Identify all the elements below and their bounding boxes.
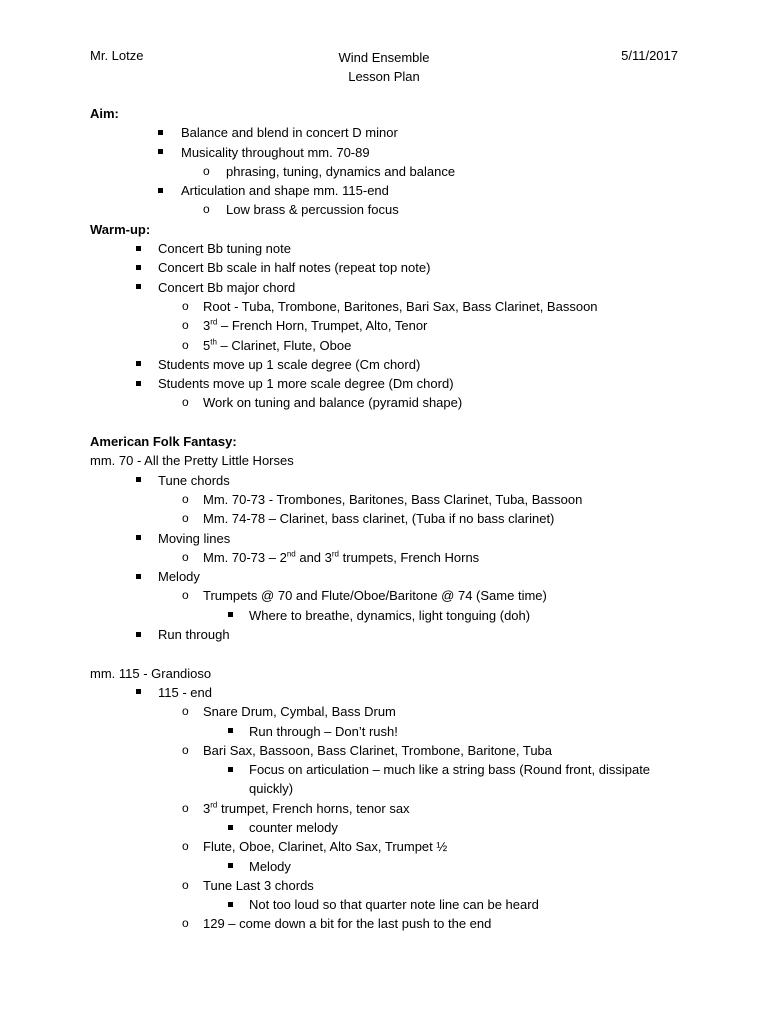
- mm115-subheading: mm. 115 - Grandioso: [90, 665, 212, 681]
- circle-bullet-icon: o: [203, 202, 210, 217]
- square-bullet-icon: [228, 612, 233, 617]
- circle-bullet-icon: o: [182, 839, 189, 854]
- circle-bullet-icon: o: [182, 395, 189, 410]
- square-bullet-icon: [136, 535, 141, 540]
- list-item: o 3rd – French Horn, Trumpet, Alto, Tenor: [90, 316, 690, 335]
- circle-bullet-icon: o: [182, 491, 189, 506]
- lesson-plan-subtitle: Lesson Plan: [348, 69, 420, 84]
- page-header: [90, 48, 678, 88]
- circle-bullet-icon: o: [182, 298, 189, 313]
- warmup-heading: Warm-up:: [90, 221, 151, 237]
- square-bullet-icon: [136, 246, 141, 251]
- circle-bullet-icon: o: [182, 742, 189, 757]
- circle-bullet-icon: o: [182, 549, 189, 564]
- list-item: o 129 – come down a bit for the last push to the end: [90, 914, 690, 933]
- square-bullet-icon: [158, 188, 163, 193]
- lesson-body: [90, 104, 690, 934]
- list-item: Run through – Don’t rush!: [90, 722, 690, 741]
- circle-bullet-icon: o: [182, 704, 189, 719]
- ensemble-title: Wind Ensemble: [338, 50, 430, 65]
- list-item: Balance and blend in concert D minor: [90, 123, 690, 142]
- circle-bullet-icon: o: [182, 337, 189, 352]
- square-bullet-icon: [228, 767, 233, 772]
- list-item: Concert Bb scale in half notes (repeat top note): [90, 258, 690, 277]
- list-item: Musicality throughout mm. 70-89: [90, 143, 690, 162]
- square-bullet-icon: [136, 574, 141, 579]
- square-bullet-icon: [136, 381, 141, 386]
- list-item: Focus on articulation – much like a string bass (Round front, dissipate quickly): [90, 760, 690, 799]
- square-bullet-icon: [228, 863, 233, 868]
- list-item: o Root - Tuba, Trombone, Baritones, Bari Sax, Bass Clarinet, Bassoon: [90, 297, 690, 316]
- list-item: Melody: [90, 857, 690, 876]
- list-item: Students move up 1 more scale degree (Dm chord): [90, 374, 690, 393]
- square-bullet-icon: [136, 265, 141, 270]
- list-item: Students move up 1 scale degree (Cm chord): [90, 355, 690, 374]
- list-item: o Snare Drum, Cymbal, Bass Drum: [90, 702, 690, 721]
- list-item: o Bari Sax, Bassoon, Bass Clarinet, Trombone, Baritone, Tuba: [90, 741, 690, 760]
- circle-bullet-icon: o: [182, 916, 189, 931]
- list-item: o Work on tuning and balance (pyramid shape): [90, 393, 690, 412]
- square-bullet-icon: [136, 477, 141, 482]
- list-item: o Flute, Oboe, Clarinet, Alto Sax, Trumpet ½: [90, 837, 690, 856]
- square-bullet-icon: [136, 284, 141, 289]
- list-item: Concert Bb tuning note: [90, 239, 690, 258]
- square-bullet-icon: [136, 632, 141, 637]
- list-item: o 3rd trumpet, French horns, tenor sax: [90, 799, 690, 818]
- teacher-name: Mr. Lotze: [90, 48, 144, 63]
- square-bullet-icon: [228, 902, 233, 907]
- list-item: o phrasing, tuning, dynamics and balance: [90, 162, 690, 181]
- square-bullet-icon: [136, 689, 141, 694]
- square-bullet-icon: [228, 728, 233, 733]
- mm70-subheading: mm. 70 - All the Pretty Little Horses: [90, 453, 294, 469]
- list-item: o Mm. 74-78 – Clarinet, bass clarinet, (Tuba if no bass clarinet): [90, 509, 690, 528]
- list-item: Tune chords: [90, 471, 690, 490]
- list-item: Articulation and shape mm. 115-end: [90, 181, 690, 200]
- list-item: o Mm. 70-73 - Trombones, Baritones, Bass Clarinet, Tuba, Bassoon: [90, 490, 690, 509]
- list-item: o Tune Last 3 chords: [90, 876, 690, 895]
- list-item: o 5th – Clarinet, Flute, Oboe: [90, 336, 690, 355]
- circle-bullet-icon: o: [182, 588, 189, 603]
- list-item: o Mm. 70-73 – 2nd and 3rd trumpets, French Horns: [90, 548, 690, 567]
- lesson-date: 5/11/2017: [621, 48, 678, 63]
- list-item: counter melody: [90, 818, 690, 837]
- circle-bullet-icon: o: [182, 800, 189, 815]
- folk-fantasy-heading: American Folk Fantasy:: [90, 434, 237, 450]
- list-item: o Trumpets @ 70 and Flute/Oboe/Baritone @ 74 (Same time): [90, 586, 690, 605]
- circle-bullet-icon: o: [203, 163, 210, 178]
- list-item: Not too loud so that quarter note line can be heard: [90, 895, 690, 914]
- list-item: 115 - end: [90, 683, 690, 702]
- aim-heading: Aim:: [90, 106, 119, 121]
- header-title-block: [90, 48, 678, 86]
- square-bullet-icon: [228, 825, 233, 830]
- list-item: Moving lines: [90, 529, 690, 548]
- list-item: Melody: [90, 567, 690, 586]
- list-item: Where to breathe, dynamics, light tonguing (doh): [90, 606, 690, 625]
- square-bullet-icon: [158, 130, 163, 135]
- circle-bullet-icon: o: [182, 511, 189, 526]
- circle-bullet-icon: o: [182, 318, 189, 333]
- list-item: o Low brass & percussion focus: [90, 200, 690, 219]
- square-bullet-icon: [136, 361, 141, 366]
- list-item: Concert Bb major chord: [90, 278, 690, 297]
- circle-bullet-icon: o: [182, 877, 189, 892]
- list-item: Run through: [90, 625, 690, 644]
- square-bullet-icon: [158, 149, 163, 154]
